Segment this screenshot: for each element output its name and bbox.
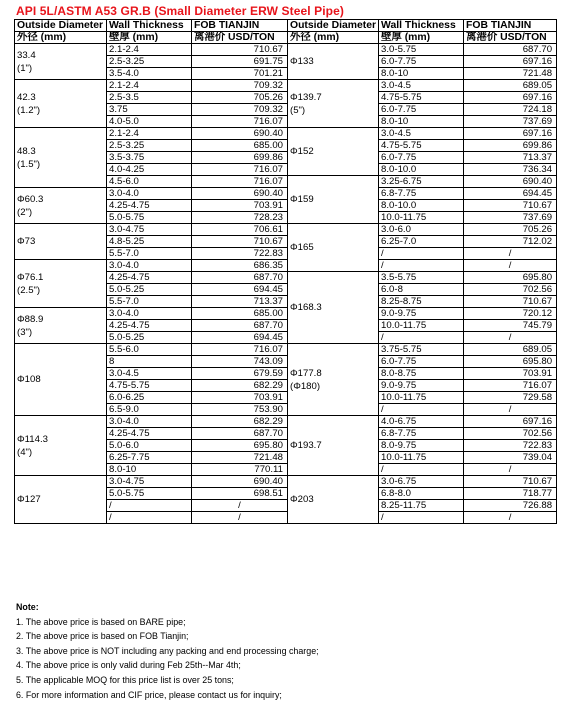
wall-thickness-cell: 6.0-7.75 [379,152,464,164]
header-cell: FOB TIANJIN [192,20,288,32]
wall-thickness-cell: 6.25-7.75 [107,452,192,464]
wall-thickness-cell: 3.5-3.75 [107,152,192,164]
header-cell: Outside Diameter [288,20,379,32]
table-row [15,44,557,56]
wall-thickness-cell: 3.0-4.5 [107,368,192,380]
price-cell: 679.59 [192,368,288,380]
price-cell: 697.16 [464,92,557,104]
wall-thickness-cell: 3.0-6.0 [379,224,464,236]
wall-thickness-cell: 9.0-9.75 [379,380,464,392]
price-cell: 709.32 [192,80,288,92]
price-cell: 705.26 [192,92,288,104]
wall-thickness-cell: 8.25-11.75 [379,500,464,512]
diameter-cell: 42.3 (1.2") [15,80,107,128]
diameter-cell: Φ165 [288,224,379,272]
note-item: 4. The above price is only valid during Feb 25th--Mar 4th; [16,660,241,671]
price-cell: 716.07 [192,344,288,356]
wall-thickness-cell: 4.5-6.0 [107,176,192,188]
price-cell: 690.40 [464,176,557,188]
wall-thickness-cell: 8.0-10 [379,116,464,128]
diameter-cell: Φ108 [15,344,107,416]
table-row [15,476,557,488]
price-cell: 701.21 [192,68,288,80]
note-item: 5. The applicable MOQ for this price list is over 25 tons; [16,674,234,685]
price-cell: 698.51 [192,488,288,500]
wall-thickness-cell: 5.5-6.0 [107,344,192,356]
diameter-cell: Φ177.8 (Φ180) [288,344,379,416]
wall-thickness-cell: 5.0-5.75 [107,488,192,500]
wall-thickness-cell: 8.0-9.75 [379,440,464,452]
wall-thickness-cell: 6.0-8 [379,284,464,296]
header-cell: 离港价 USD/TON [464,32,557,44]
price-cell: / [464,332,557,344]
header-cell: 壁厚 (mm) [379,32,464,44]
wall-thickness-cell: 5.0-5.75 [107,212,192,224]
price-cell: 712.02 [464,236,557,248]
price-cell: 736.34 [464,164,557,176]
wall-thickness-cell: 4.25-4.75 [107,320,192,332]
price-cell: 718.77 [464,488,557,500]
price-cell: 716.07 [464,380,557,392]
table-row [15,224,557,236]
wall-thickness-cell: 6.25-7.0 [379,236,464,248]
price-cell: 690.40 [192,128,288,140]
diameter-cell: 33.4 (1") [15,44,107,80]
header-cell: 壁厚 (mm) [107,32,192,44]
price-cell: 737.69 [464,116,557,128]
price-cell: 720.12 [464,308,557,320]
price-cell: 753.90 [192,404,288,416]
wall-thickness-cell: 3.0-4.0 [107,260,192,272]
header-cell: Wall Thickness [107,20,192,32]
price-cell: 687.70 [192,272,288,284]
wall-thickness-cell: 3.75 [107,104,192,116]
price-cell: 694.45 [464,188,557,200]
wall-thickness-cell: 9.0-9.75 [379,308,464,320]
price-cell: 685.00 [192,308,288,320]
table-row [15,344,557,356]
diameter-cell: Φ127 [15,476,107,524]
wall-thickness-cell: 3.0-4.5 [379,128,464,140]
wall-thickness-cell: 3.0-6.75 [379,476,464,488]
price-cell: 729.58 [464,392,557,404]
wall-thickness-cell: 2.5-3.5 [107,92,192,104]
price-cell: 695.80 [192,440,288,452]
header-cell: Wall Thickness [379,20,464,32]
header-cell: 外径 (mm) [15,32,107,44]
price-cell: 716.07 [192,116,288,128]
wall-thickness-cell: 8.0-8.75 [379,368,464,380]
wall-thickness-cell: 8.0-10 [379,68,464,80]
diameter-cell: Φ203 [288,476,379,524]
wall-thickness-cell: 10.0-11.75 [379,212,464,224]
price-cell: 716.07 [192,164,288,176]
wall-thickness-cell: 8.0-10.0 [379,200,464,212]
price-cell: / [464,404,557,416]
price-cell: 703.91 [192,392,288,404]
header-cell: 外径 (mm) [288,32,379,44]
wall-thickness-cell: 10.0-11.75 [379,452,464,464]
price-cell: 682.29 [192,416,288,428]
diameter-cell: Φ73 [15,224,107,260]
price-cell: 699.86 [464,140,557,152]
diameter-cell: Φ152 [288,128,379,176]
note-item: 1. The above price is based on BARE pipe; [16,616,186,627]
price-cell: 699.86 [192,152,288,164]
price-cell: 685.00 [192,140,288,152]
header-row-en [15,20,557,32]
wall-thickness-cell: 5.5-7.0 [107,248,192,260]
note-item: 2. The above price is based on FOB Tianjin; [16,631,189,642]
wall-thickness-cell: 6.5-9.0 [107,404,192,416]
wall-thickness-cell: 4.0-5.0 [107,116,192,128]
price-cell: 697.16 [464,128,557,140]
wall-thickness-cell: 8.0-10.0 [379,164,464,176]
wall-thickness-cell: 5.0-6.0 [107,440,192,452]
wall-thickness-cell: 3.0-4.0 [107,188,192,200]
wall-thickness-cell: / [379,404,464,416]
price-cell: / [192,512,288,524]
price-cell: 702.56 [464,284,557,296]
price-cell: 703.91 [192,200,288,212]
price-cell: 703.91 [464,368,557,380]
wall-thickness-cell: 10.0-11.75 [379,320,464,332]
price-cell: / [464,248,557,260]
diameter-cell: 48.3 (1.5") [15,128,107,188]
wall-thickness-cell: 6.0-6.25 [107,392,192,404]
price-cell: 687.70 [464,44,557,56]
table-row [15,308,557,320]
wall-thickness-cell: 4.25-4.75 [107,428,192,440]
header-cell: 离港价 USD/TON [192,32,288,44]
wall-thickness-cell: 4.0-6.75 [379,416,464,428]
price-cell: 722.83 [192,248,288,260]
price-cell: 705.26 [464,224,557,236]
wall-thickness-cell: 2.1-2.4 [107,44,192,56]
note-item: 3. The above price is NOT including any packing and end processing charge; [16,645,319,656]
diameter-cell: Φ114.3 (4") [15,416,107,476]
price-cell: 716.07 [192,176,288,188]
price-cell: 728.23 [192,212,288,224]
wall-thickness-cell: 8 [107,356,192,368]
price-cell: 694.45 [192,284,288,296]
price-table [14,19,557,524]
wall-thickness-cell: 2.5-3.25 [107,56,192,68]
price-cell: / [464,464,557,476]
wall-thickness-cell: 8.25-8.75 [379,296,464,308]
price-cell: 690.40 [192,188,288,200]
notes [16,600,319,702]
table-row [15,260,557,272]
price-cell: / [192,500,288,512]
wall-thickness-cell: / [107,500,192,512]
wall-thickness-cell: 4.8-5.25 [107,236,192,248]
price-cell: 710.67 [464,296,557,308]
price-cell: 713.37 [192,296,288,308]
wall-thickness-cell: / [379,260,464,272]
price-table-body [15,20,557,524]
price-cell: 686.35 [192,260,288,272]
price-cell: 709.32 [192,104,288,116]
table-row [15,416,557,428]
wall-thickness-cell: 4.0-4.25 [107,164,192,176]
price-cell: 687.70 [192,428,288,440]
price-cell: 743.09 [192,356,288,368]
price-cell: 713.37 [464,152,557,164]
price-cell: 710.67 [192,44,288,56]
price-cell: 695.80 [464,356,557,368]
wall-thickness-cell: 3.0-4.75 [107,476,192,488]
price-cell: 710.67 [464,476,557,488]
wall-thickness-cell: 6.0-7.75 [379,356,464,368]
price-cell: 695.80 [464,272,557,284]
wall-thickness-cell: 3.0-4.0 [107,308,192,320]
wall-thickness-cell: 2.1-2.4 [107,80,192,92]
wall-thickness-cell: 6.8-7.75 [379,428,464,440]
price-cell: 739.04 [464,452,557,464]
price-cell: / [464,512,557,524]
price-cell: 726.88 [464,500,557,512]
wall-thickness-cell: 3.0-4.75 [107,224,192,236]
diameter-cell: Φ193.7 [288,416,379,476]
wall-thickness-cell: 5.0-5.25 [107,284,192,296]
table-row [15,188,557,200]
wall-thickness-cell: 4.75-5.75 [379,140,464,152]
wall-thickness-cell: 6.8-8.0 [379,488,464,500]
diameter-cell: Φ139.7 (5") [288,80,379,128]
diameter-cell: Φ60.3 (2") [15,188,107,224]
wall-thickness-cell: 2.1-2.4 [107,128,192,140]
wall-thickness-cell: / [379,248,464,260]
wall-thickness-cell: 4.75-5.75 [107,380,192,392]
wall-thickness-cell: 5.0-5.25 [107,332,192,344]
price-cell: 691.75 [192,56,288,68]
price-cell: 745.79 [464,320,557,332]
price-cell: 722.83 [464,440,557,452]
price-cell: 724.18 [464,104,557,116]
price-cell: 697.16 [464,416,557,428]
price-cell: / [464,260,557,272]
notes-title: Note: [16,602,39,612]
price-cell: 690.40 [192,476,288,488]
wall-thickness-cell: 3.0-4.5 [379,80,464,92]
diameter-cell: Φ88.9 (3") [15,308,107,344]
wall-thickness-cell: 3.0-4.0 [107,416,192,428]
price-cell: 702.56 [464,428,557,440]
page-title: API 5L/ASTM A53 GR.B (Small Diameter ERW Steel Pipe) [16,4,344,18]
wall-thickness-cell: / [379,332,464,344]
price-cell: 689.05 [464,344,557,356]
wall-thickness-cell: 4.25-4.75 [107,200,192,212]
header-cell: Outside Diameter [15,20,107,32]
diameter-cell: Φ159 [288,176,379,224]
price-cell: 697.16 [464,56,557,68]
wall-thickness-cell: 3.25-6.75 [379,176,464,188]
wall-thickness-cell: 8.0-10 [107,464,192,476]
price-cell: 721.48 [464,68,557,80]
note-item: 6. For more information and CIF price, please contact us for inquiry; [16,689,282,700]
table-row [15,128,557,140]
table-row [15,80,557,92]
price-cell: 770.11 [192,464,288,476]
price-cell: 710.67 [464,200,557,212]
price-cell: 694.45 [192,332,288,344]
wall-thickness-cell: 6.0-7.75 [379,56,464,68]
wall-thickness-cell: / [379,512,464,524]
wall-thickness-cell: / [379,464,464,476]
price-cell: 721.48 [192,452,288,464]
wall-thickness-cell: 2.5-3.25 [107,140,192,152]
price-cell: 689.05 [464,80,557,92]
price-cell: 737.69 [464,212,557,224]
price-cell: 706.61 [192,224,288,236]
wall-thickness-cell: 5.5-7.0 [107,296,192,308]
header-row-cn [15,32,557,44]
price-cell: 710.67 [192,236,288,248]
diameter-cell: Φ133 [288,44,379,80]
wall-thickness-cell: 4.25-4.75 [107,272,192,284]
wall-thickness-cell: 10.0-11.75 [379,392,464,404]
diameter-cell: Φ168.3 [288,272,379,344]
wall-thickness-cell: / [107,512,192,524]
header-cell: FOB TIANJIN [464,20,557,32]
wall-thickness-cell: 3.75-5.75 [379,344,464,356]
price-cell: 687.70 [192,320,288,332]
wall-thickness-cell: 4.75-5.75 [379,92,464,104]
wall-thickness-cell: 6.0-7.75 [379,104,464,116]
wall-thickness-cell: 3.0-5.75 [379,44,464,56]
wall-thickness-cell: 3.5-5.75 [379,272,464,284]
wall-thickness-cell: 3.5-4.0 [107,68,192,80]
price-cell: 682.29 [192,380,288,392]
wall-thickness-cell: 6.8-7.75 [379,188,464,200]
diameter-cell: Φ76.1 (2.5") [15,260,107,308]
